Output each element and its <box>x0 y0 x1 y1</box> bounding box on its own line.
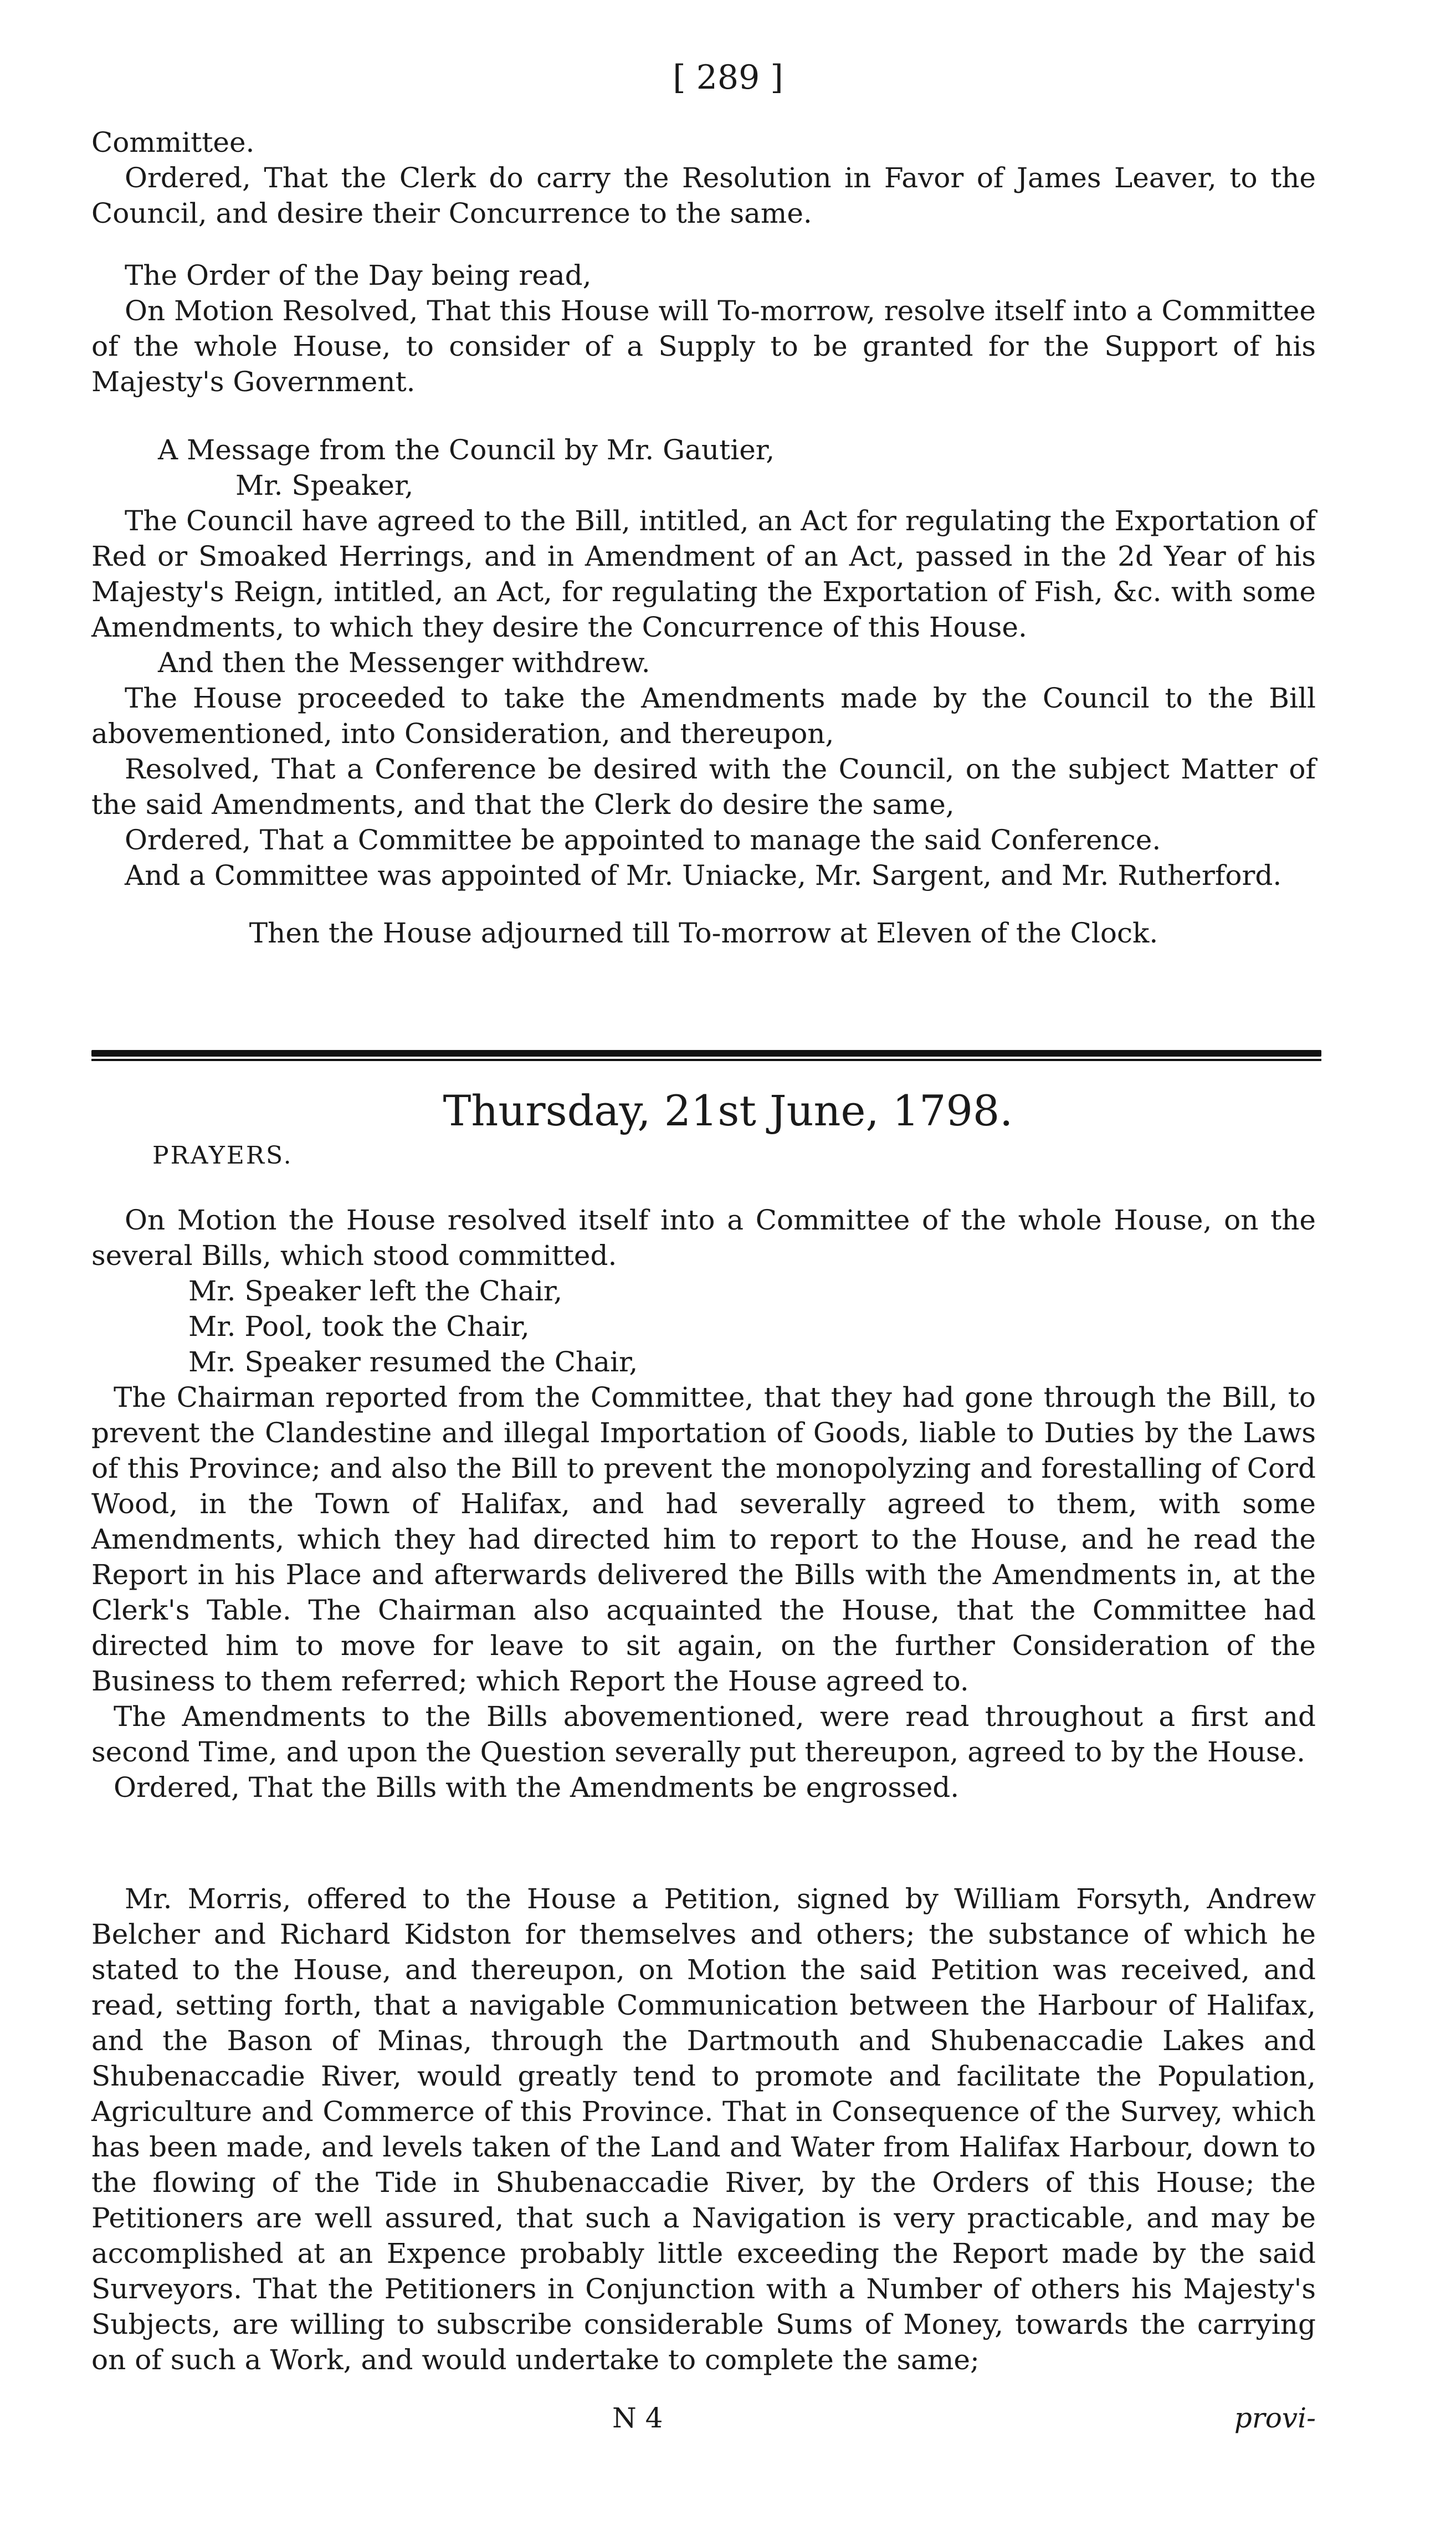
ordered-committee-line: Ordered, That a Committee be appointed to manage the said Conference. <box>125 824 1161 856</box>
speaker-resumed-line: Mr. Speaker resumed the Chair, <box>188 1346 638 1378</box>
speaker-left-line: Mr. Speaker left the Chair, <box>188 1275 563 1307</box>
proceedings-block-3 <box>91 432 1316 951</box>
resolved-conference-paragraph: Resolved, That a Conference be desired with the Council, on the subject Matter of the said Amendments, and that the Clerk do desire the same, <box>91 753 1316 821</box>
proceedings-block-4 <box>91 1202 1316 1805</box>
section-divider-rule <box>91 1050 1321 1057</box>
pool-took-line: Mr. Pool, took the Chair, <box>188 1310 530 1343</box>
proceedings-block-1 <box>91 125 1316 231</box>
adjournment-line: Then the House adjourned till To-morrow at Eleven of the Clock. <box>249 917 1158 949</box>
committee-line: Committee. <box>91 126 255 158</box>
day-heading: Thursday, 21st June, 1798. <box>443 1086 1013 1135</box>
proceedings-block-2 <box>91 258 1316 399</box>
amendments-read-paragraph: The Amendments to the Bills abovementioned, were read throughout a first and second Time, and upon the Question severally put thereupon, agreed to by the House. <box>91 1700 1316 1768</box>
motion-supply-paragraph: On Motion Resolved, That this House will To-morrow, resolve itself into a Committee of the whole House, to consider of a Supply to be granted for the Support of his Majesty's Government. <box>91 295 1316 398</box>
order-of-day-line: The Order of the Day being read, <box>125 259 592 291</box>
committee-appointed-paragraph: And a Committee was appointed of Mr. Uniacke, Mr. Sargent, and Mr. Rutherford. <box>125 859 1282 892</box>
proceedings-block-5 <box>91 1881 1316 2378</box>
speaker-address-line: Mr. Speaker, <box>235 469 414 501</box>
council-agreed-paragraph: The Council have agreed to the Bill, intitled, an Act for regulating the Exportation of Red or Smoaked Herrings, and in Amendment of an Act, passed in the 2d Year of his Majesty's Reign, intitled, an Act, for regulating the Exportation of Fish, &c. with some Amendments, to which they desire the Concurrence of this House. <box>91 505 1316 643</box>
motion-committee-paragraph: On Motion the House resolved itself into a Committee of the whole House, on the several Bills, which stood committed. <box>91 1204 1316 1272</box>
house-proceeded-paragraph: The House proceeded to take the Amendments made by the Council to the Bill abovementioned, into Consideration, and thereupon, <box>91 682 1316 750</box>
prayers-label: PRAYERS. <box>152 1141 293 1170</box>
section-divider-thin-rule <box>91 1059 1321 1061</box>
messenger-withdrew-line: And then the Messenger withdrew. <box>158 647 650 679</box>
page-number: [ 289 ] <box>673 58 783 97</box>
catchword: provi- <box>1234 2402 1316 2434</box>
ordered-leaver-paragraph: Ordered, That the Clerk do carry the Resolution in Favor of James Leaver, to the Council, and desire their Concurrence to the same. <box>91 162 1316 229</box>
ordered-engrossed-line: Ordered, That the Bills with the Amendments be engrossed. <box>114 1771 960 1804</box>
petition-paragraph: Mr. Morris, offered to the House a Petition, signed by William Forsyth, Andrew Belcher and Richard Kidston for themselves and others; the substance of which he stated to the House, and thereupon, on Motion the said Petition was received, and read, setting forth, that a navigable Communication between the Harbour of Halifax, and the Bason of Minas, through the Dartmouth and Shubenaccadie Lakes and Shubenaccadie River, would greatly tend to promote and facilitate the Population, Agriculture and Commerce of this Province. That in Consequence of the Survey, which has been made, and levels taken of the Land and Water from Halifax Harbour, down to the flowing of the Tide in Shubenaccadie River, by the Orders of this House; the Petitioners are well assured, that such a Navigation is very practicable, and may be accomplished at an Expence probably little exceeding the Report made by the said Surveyors. That the Petitioners in Conjunction with a Number of others his Majesty's Subjects, are willing to subscribe considerable Sums of Money, towards the carrying on of such a Work, and would undertake to complete the same; <box>91 1883 1316 2376</box>
council-message-line: A Message from the Council by Mr. Gautier, <box>158 434 775 466</box>
chairman-report-paragraph: The Chairman reported from the Committee, that they had gone through the Bill, to prevent the Clandestine and illegal Importation of Goods, liable to Duties by the Laws of this Province; and also the Bill to prevent the monopolyzing and forestalling of Cord Wood, in the Town of Halifax, and had severally agreed to them, with some Amendments, which they had directed him to report to the House, and he read the Report in his Place and afterwards delivered the Bills with the Amendments in, at the Clerk's Table. The Chairman also acquainted the House, that the Committee had directed him to move for leave to sit again, on the further Consideration of the Business to them referred; which Report the House agreed to. <box>91 1381 1316 1697</box>
signature-mark: N 4 <box>612 2402 663 2434</box>
